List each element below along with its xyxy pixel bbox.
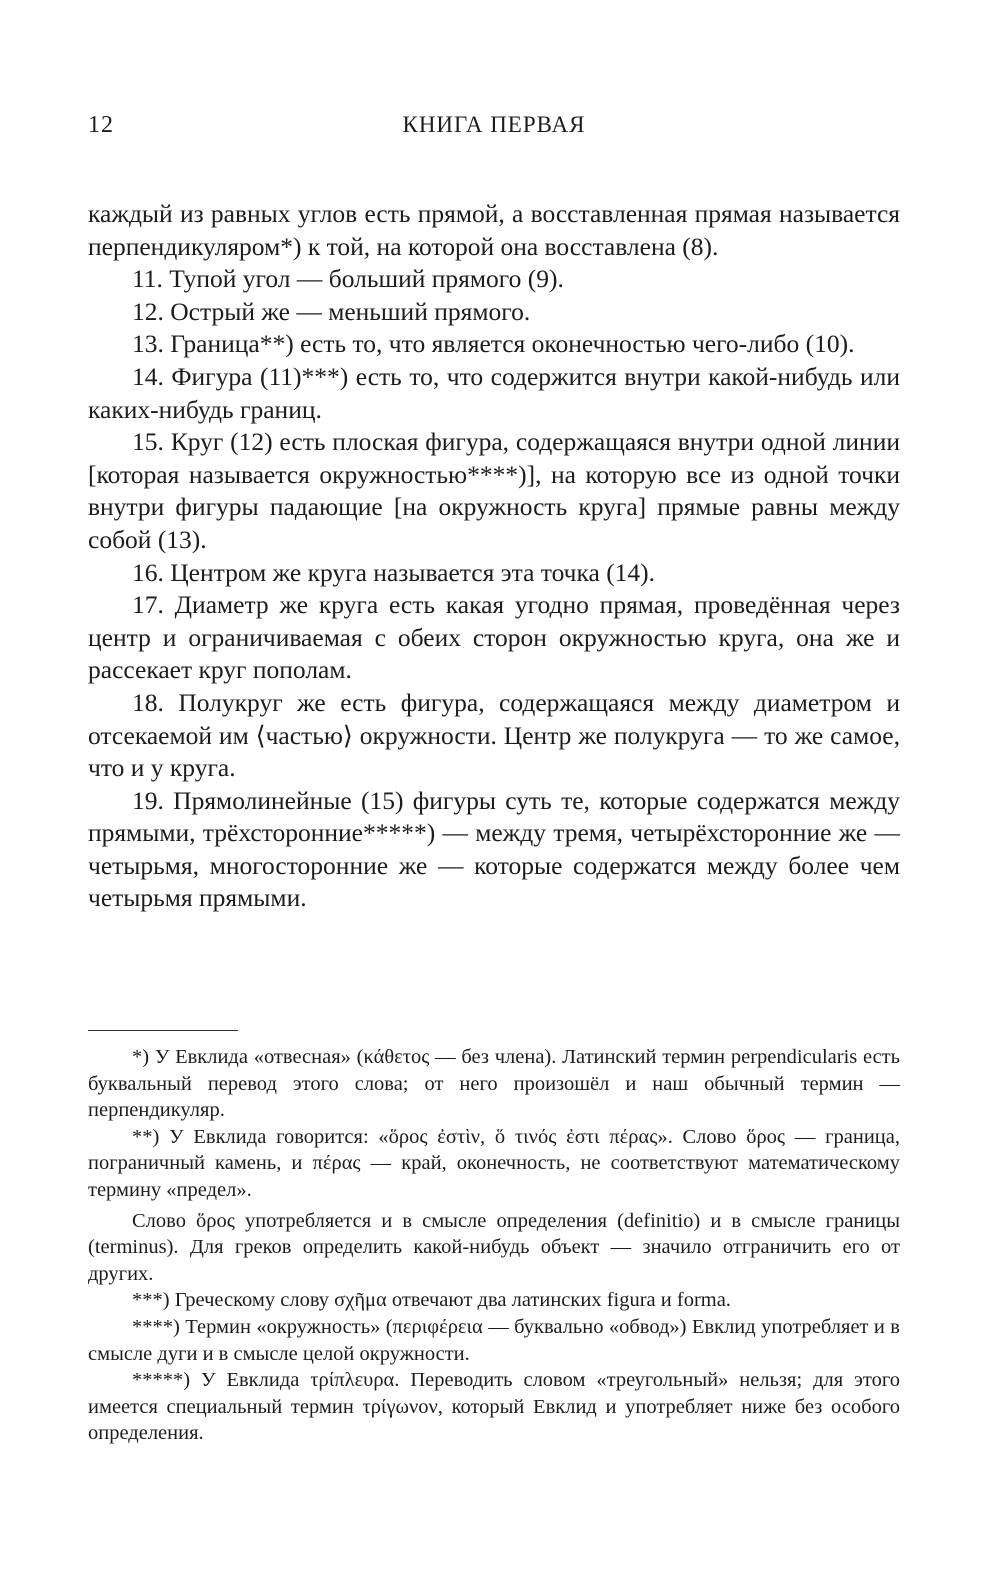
page-number: 12	[88, 112, 114, 138]
footnote-4: ****) Термин «окружность» (περιφέρεια — буквально «обвод») Евклид употребляет и в смысле дуги и в смысле целой окружности.	[88, 1315, 900, 1365]
footnotes	[88, 1044, 900, 1447]
paragraph-continuation: каждый из равных углов есть прямой, а восставленная прямая называется перпендикуляром*) к той, на которой она восставлена (8).	[88, 199, 900, 261]
footnote-5: *****) У Евклида τρίπλευρα. Переводить словом «треугольный» нельзя; для этого имеется специальный термин τρίγωνον, который Евклид и употребляет ниже без особого определения.	[88, 1369, 900, 1445]
definition-19: 19. Прямолинейные (15) фигуры суть те, которые содержатся между прямыми, трёхсторонние*****) — между тремя, четырёхсторонние же — четырьмя, многосторонние же — которые содержатся между более чем четырьмя прямыми.	[88, 785, 900, 913]
footnote-1: *) У Евклида «отвесная» (κάθετος — без члена). Латинский термин perpendicularis есть буквальный перевод этого слова; от него произошёл и наш обычный термин — перпендикуляр.	[88, 1046, 900, 1122]
main-text	[88, 198, 900, 915]
definition-17: 17. Диаметр же круга есть какая угодно прямая, проведённая через центр и ограничиваемая с обеих сторон окружностью круга, она же и рассекает круг пополам.	[88, 590, 900, 685]
definition-15: 15. Круг (12) есть плоская фигура, содержащаяся внутри одной линии [которая называется окружностью****)], на которую все из одной точки внутри фигуры падающие [на окружность круга] прямые равны между собой (13).	[88, 427, 900, 554]
footnote-3: ***) Греческому слову σχῆμα отвечают два латинских figura и forma.	[132, 1289, 731, 1312]
definition-14: 14. Фигура (11)***) есть то, что содержится внутри какой-нибудь или каких-нибудь границ.	[88, 361, 900, 424]
definition-11: 11. Тупой угол — больший прямого (9).	[132, 264, 564, 294]
definition-16: 16. Центром же круга называется эта точка (14).	[132, 557, 656, 587]
page-header	[88, 112, 900, 146]
footnote-divider	[88, 1030, 238, 1031]
definition-18: 18. Полукруг же есть фигура, содержащаяся между диаметром и отсекаемой им ⟨частью⟩ окружности. Центр же полукруга — то же самое, что и у круга.	[88, 687, 900, 783]
definition-12: 12. Острый же — меньший прямого.	[132, 296, 531, 326]
running-title: КНИГА ПЕРВАЯ	[402, 112, 586, 137]
definition-13: 13. Граница**) есть то, что является оконечностью чего-либо (10).	[132, 329, 855, 359]
footnote-2: **) У Евклида говорится: «ὅρος ἐστὶν, ὅ τινός ἐστι πέρας». Слово ὅρος — граница, пограничный камень, и πέρας — край, оконечность, не соответствуют математическому термину «предел».	[88, 1125, 900, 1201]
footnote-2-continuation: Слово ὅρος употребляется и в смысле определения (definitio) и в смысле границы (terminus). Для греков определить какой-нибудь объект — значило отграничить его от других.	[88, 1209, 900, 1285]
